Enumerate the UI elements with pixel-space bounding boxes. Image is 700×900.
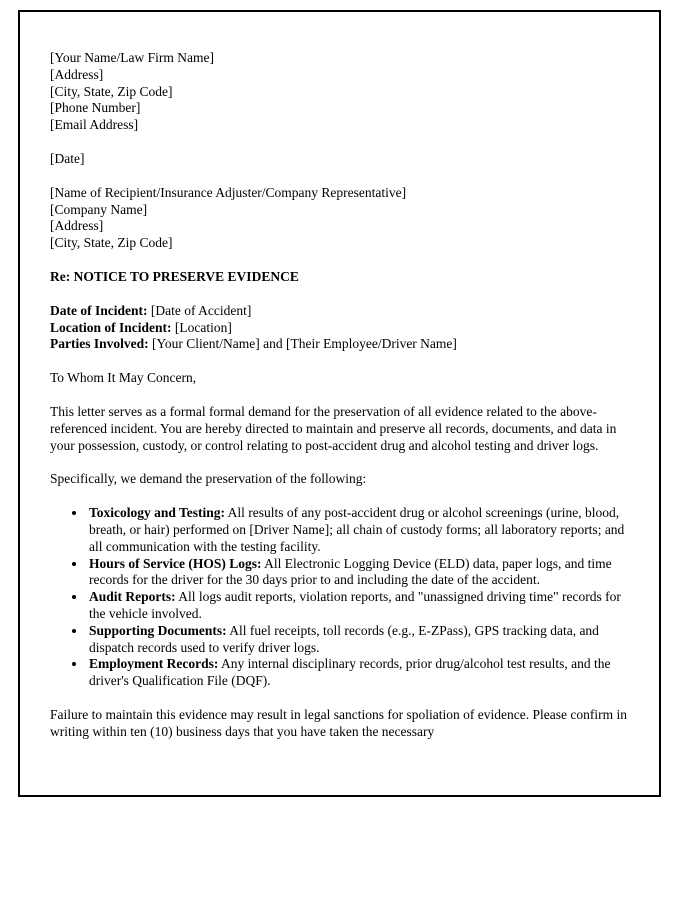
date-block (50, 151, 629, 168)
recipient-city-line: [City, State, Zip Code] (50, 235, 173, 251)
sender-name-line: [Your Name/Law Firm Name] (50, 50, 214, 65)
list-item-label: Supporting Documents: (89, 622, 227, 638)
incident-location-label: Location of Incident: (50, 319, 172, 335)
recipient-block (50, 185, 629, 252)
subject-line: Re: NOTICE TO PRESERVE EVIDENCE (50, 268, 299, 284)
incident-location-value: [Location] (171, 319, 232, 335)
list-item-label: Audit Reports: (89, 589, 176, 605)
list-item-label: Toxicology and Testing: (89, 505, 226, 521)
incident-parties-line (50, 336, 629, 353)
demand-intro: Specifically, we demand the preservation of the following: (50, 471, 367, 487)
list-item-text: All fuel receipts, toll records (e.g., E-ZPass), GPS tracking data, and dispatch records used to verify driver logs. (89, 622, 599, 655)
list-item-employment-records (87, 656, 629, 690)
salutation: To Whom It May Concern, (50, 370, 197, 386)
body-paragraph: This letter serves as a formal formal demand for the preservation of all evidence related to the above-referenced incident. You are hereby directed to maintain and preserve all records, documents, and data in your possession, custody, or control relating to post-accident drug and alcohol testing and driver logs. (50, 403, 617, 453)
list-item-label: Hours of Service (HOS) Logs: (89, 555, 262, 571)
list-item-label: Employment Records: (89, 656, 219, 672)
closing-paragraph: Failure to maintain this evidence may result in legal sanctions for spoliation of evidence. Please confirm in writing within ten (10) business days that you have taken the necessary (50, 706, 627, 739)
sender-city-line: [City, State, Zip Code] (50, 83, 173, 99)
incident-date-value: [Date of Accident] (147, 302, 252, 318)
letter-document (18, 10, 661, 797)
sender-phone-line: [Phone Number] (50, 100, 141, 116)
recipient-company-line: [Company Name] (50, 201, 148, 217)
list-item-hos-logs (87, 556, 629, 590)
incident-date-label: Date of Incident: (50, 302, 148, 318)
list-item-supporting-documents (87, 623, 629, 657)
recipient-address-line: [Address] (50, 218, 104, 234)
list-item-text: All Electronic Logging Device (ELD) data, paper logs, and time records for the driver for the 30 days prior to and including the date of the accident. (89, 555, 612, 588)
list-item-text: Any internal disciplinary records, prior drug/alcohol test results, and the driver's Qualification File (DQF). (89, 656, 611, 689)
list-item-toxicology (87, 505, 629, 555)
incident-details (50, 303, 629, 353)
sender-block (50, 50, 629, 134)
incident-date-line (50, 303, 629, 320)
list-item-text: All logs audit reports, violation reports, and "unassigned driving time" records for the vehicle involved. (89, 589, 621, 621)
evidence-list (50, 505, 629, 690)
list-item-text: All results of any post-accident drug or alcohol screenings (urine, blood, breath, or hair) performed on [Driver Name]; all chain of custody forms; all laboratory reports; and all communication with the testing facility. (89, 505, 625, 554)
incident-parties-value: [Your Client/Name] and [Their Employee/Driver Name] (148, 336, 457, 352)
date-line: [Date] (50, 150, 85, 166)
recipient-name-line: [Name of Recipient/Insurance Adjuster/Company Representative] (50, 184, 407, 200)
incident-location-line (50, 320, 629, 337)
sender-email-line: [Email Address] (50, 117, 139, 133)
list-item-audit-reports (87, 589, 629, 623)
sender-address-line: [Address] (50, 66, 104, 82)
incident-parties-label: Parties Involved: (50, 336, 149, 352)
